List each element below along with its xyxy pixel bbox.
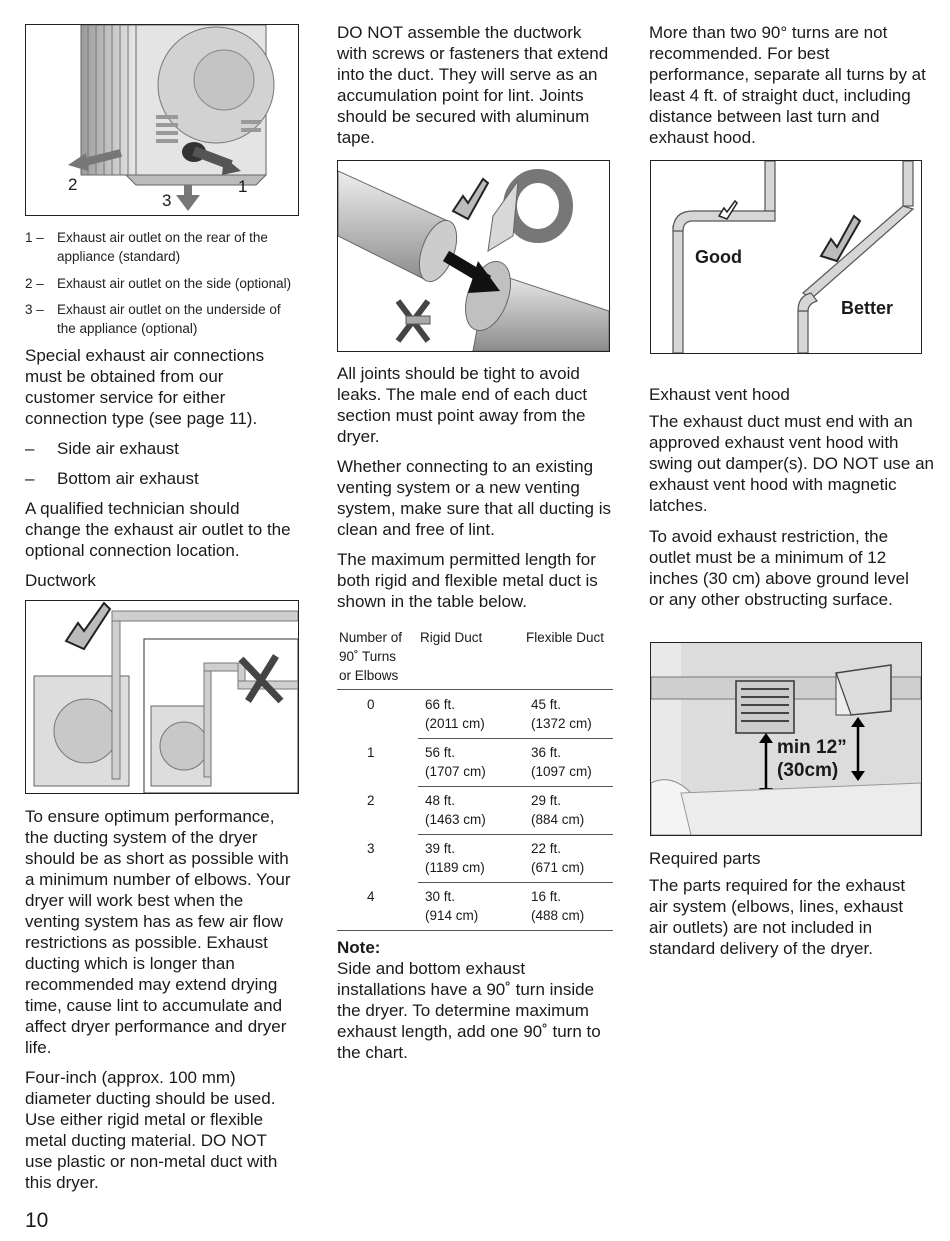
table-row <box>337 791 613 833</box>
optimum-performance-paragraph: To ensure optimum performance, the ducting system of the dryer should be as short as possible with a minimum number of elbows. Your dryer will work best when the venting system has as few air flow restrictions as possible. Exhaust ducting which is longer than recommended may extend drying time, cause lint to accumulate and affect dryer performance and dryer life. <box>25 807 291 1057</box>
cell-turns: 2 <box>367 793 375 808</box>
legend-number: 2 – <box>25 276 44 291</box>
cell-turns: 4 <box>367 889 375 904</box>
checkmark-icon <box>453 179 488 219</box>
table-row <box>337 887 613 929</box>
list-item-text: Side air exhaust <box>57 439 179 458</box>
legend-item-3 <box>25 300 297 338</box>
cell-flex-cm: (488 cm) <box>531 908 585 923</box>
good-label: Good <box>695 247 742 267</box>
table-header-flexible: Flexible Duct <box>526 630 605 645</box>
cell-rigid-cm: (914 cm) <box>425 908 479 923</box>
cell-rigid-cm: (1189 cm) <box>425 860 485 875</box>
cell-rigid-cm: (1463 cm) <box>425 812 486 827</box>
legend-text: Exhaust air outlet on the rear of the appliance (standard) <box>57 230 268 264</box>
checkmark-icon <box>66 603 110 649</box>
table-rule <box>418 738 613 739</box>
good-better-figure <box>650 160 922 354</box>
technician-paragraph: A qualified technician should change the exhaust air outlet to the optional connection location. <box>25 499 291 560</box>
table-row <box>337 743 613 785</box>
cell-rigid-ft: 56 ft. <box>425 745 456 760</box>
cell-rigid-ft: 39 ft. <box>425 841 456 856</box>
legend-item-1 <box>25 228 297 266</box>
min-height-label-line2: (30cm) <box>777 760 839 781</box>
ductwork-illustration <box>26 601 298 793</box>
legend-text: Exhaust air outlet on the underside of the appliance (optional) <box>57 302 281 336</box>
duct-tape-illustration <box>338 161 609 351</box>
duct-joint-figure <box>337 160 610 352</box>
page-number: 10 <box>25 1209 49 1232</box>
vent-height-figure <box>650 642 922 836</box>
assemble-warning-paragraph: DO NOT assemble the ductwork with screws or fasteners that extend into the duct. They will serve as an accumulation point for lint. Joints should be secured with aluminum tape. <box>337 23 609 147</box>
four-inch-paragraph: Four-inch (approx. 100 mm) diameter ducting should be used. Use either rigid metal or flexible metal ducting material. DO NOT use plastic or non-metal duct with this dryer. <box>25 1068 278 1192</box>
cell-turns: 0 <box>367 697 375 712</box>
legend-text: Exhaust air outlet on the side (optional) <box>57 276 292 291</box>
cell-flex-cm: (671 cm) <box>531 860 585 875</box>
note-paragraph: Side and bottom exhaust installations have a 90˚ turn inside the dryer. To determine maximum exhaust length, add one 90˚ turn to the chart. <box>337 959 601 1062</box>
legend-number: 3 – <box>25 302 44 317</box>
cell-flex-ft: 45 ft. <box>531 697 562 712</box>
table-rule <box>337 930 613 931</box>
list-item-text: Bottom air exhaust <box>57 469 199 488</box>
table-rule <box>418 882 613 883</box>
list-item-side-exhaust: – Side air exhaust <box>25 439 179 458</box>
min-height-label-line1: min 12” <box>777 737 847 758</box>
cell-turns: 1 <box>367 745 375 760</box>
cell-rigid-ft: 66 ft. <box>425 697 456 712</box>
list-item-bottom-exhaust: – Bottom air exhaust <box>25 469 199 488</box>
duct-routing-illustration <box>651 161 921 353</box>
cell-rigid-ft: 48 ft. <box>425 793 456 808</box>
cell-flex-ft: 36 ft. <box>531 745 562 760</box>
table-rule <box>418 834 613 835</box>
vent-hood-paragraph: The exhaust duct must end with an approved exhaust vent hood with swing out damper(s). DO NOT use an exhaust vent hood with magnetic latches. <box>649 412 935 515</box>
max-length-paragraph: The maximum permitted length for both rigid and flexible metal duct is shown in the table below. <box>337 550 598 611</box>
exhaust-outlet-figure <box>25 24 299 216</box>
turns-paragraph: More than two 90° turns are not recommended. For best performance, separate all turns by at least 4 ft. of straight duct, including distance between last turn and exhaust hood. <box>649 23 926 147</box>
table-header-turns: Number of 90˚ Turns or Elbows <box>339 630 403 683</box>
table-row <box>337 695 613 737</box>
figure1-label-2: 2 <box>68 175 78 194</box>
joints-paragraph: All joints should be tight to avoid leaks. The male end of each duct section must point away from the dryer. <box>337 364 588 446</box>
cell-flex-ft: 16 ft. <box>531 889 562 904</box>
ductwork-figure <box>25 600 299 794</box>
restriction-paragraph: To avoid exhaust restriction, the outlet must be a minimum of 12 inches (30 cm) above ground level or any other obstructing surface. <box>649 527 909 609</box>
ductwork-heading: Ductwork <box>25 571 96 590</box>
cell-turns: 3 <box>367 841 375 856</box>
better-label: Better <box>841 298 894 318</box>
cell-flex-cm: (1097 cm) <box>531 764 592 779</box>
figure1-label-3: 3 <box>162 191 172 210</box>
required-parts-paragraph: The parts required for the exhaust air system (elbows, lines, exhaust air outlets) are not included in standard delivery of the dryer. <box>649 876 906 958</box>
table-header-rigid: Rigid Duct <box>420 630 483 645</box>
table-rule <box>337 689 613 690</box>
dryer-rear-illustration <box>26 25 298 215</box>
legend-number: 1 – <box>25 230 44 245</box>
cell-rigid-cm: (2011 cm) <box>425 716 485 731</box>
required-parts-heading: Required parts <box>649 849 761 868</box>
cell-flex-ft: 22 ft. <box>531 841 562 856</box>
figure1-label-1: 1 <box>238 177 248 196</box>
special-connections-paragraph: Special exhaust air connections must be obtained from our customer service for either connection type (see page 11). <box>25 346 265 428</box>
cell-flex-cm: (884 cm) <box>531 812 585 827</box>
cell-rigid-cm: (1707 cm) <box>425 764 486 779</box>
table-row <box>337 839 613 881</box>
note-heading: Note: <box>337 938 381 957</box>
exhaust-vent-hood-heading: Exhaust vent hood <box>649 385 790 404</box>
table-rule <box>418 786 613 787</box>
existing-system-paragraph: Whether connecting to an existing venting system or a new venting system, make sure that all ducting is clean and free of lint. <box>337 457 612 539</box>
cell-flex-cm: (1372 cm) <box>531 716 592 731</box>
cell-flex-ft: 29 ft. <box>531 793 562 808</box>
cell-rigid-ft: 30 ft. <box>425 889 456 904</box>
legend-item-2 <box>25 274 297 293</box>
